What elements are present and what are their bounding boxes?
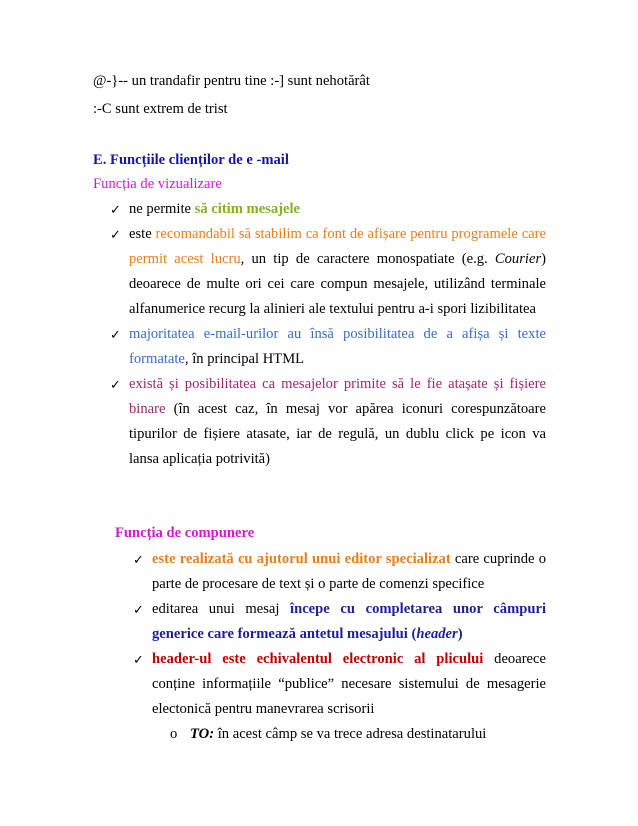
vizualizare-item-3-line-1: majoritatea e-mail-urilor au însă posibilitatea de a afișa și texte [129, 326, 546, 342]
check-icon: ✓ [133, 603, 144, 618]
vizualizare-item-4-line-2: binare (în acest caz, în mesaj vor apărea iconuri corespunzătoare [129, 401, 546, 417]
vizualizare-item-4-line-4: lansa aplicația potrivită) [129, 451, 271, 467]
vizualizare-item-2-line-4: alfanumerice recurg la alinieri ale textului pentru a-i spori lizibilitatea [129, 301, 536, 317]
compunere-heading: Funcția de compunere [115, 525, 255, 541]
compunere-item-3-line-1: header-ul este echivalentul electronic al plicului deoarece [152, 651, 546, 667]
vizualizare-subheading: Funcția de vizualizare [93, 176, 222, 192]
vizualizare-item-2-line-2: permit acest lucru, un tip de caractere monospatiate (e.g. Courier) [129, 251, 546, 267]
emoticon-line-rose: @-}-- un trandafir pentru tine :-] sunt nehotărât [93, 73, 370, 89]
section-e-heading: E. Funcțiile clienților de e -mail [93, 152, 289, 168]
compunere-item-1-line-2: parte de procesare de text și o parte de comenzi specifice [152, 576, 485, 592]
compunere-item-3-line-3: electonică pentru manevrarea scrisorii [152, 701, 375, 717]
check-icon: ✓ [133, 553, 144, 568]
check-icon: ✓ [110, 378, 121, 393]
vizualizare-item-1: ne permite să citim mesajele [129, 201, 301, 217]
compunere-sub-item-to: TO: în acest câmp se va trece adresa destinatarului [190, 726, 487, 742]
vizualizare-item-2-line-3: deoarece de multe ori cei care compun mesajele, utilizând terminale [129, 276, 546, 292]
compunere-item-2-line-2: generice care formează antetul mesajului (header) [152, 626, 463, 642]
compunere-item-3-line-2: conține informațiile “publice” necesare sistemului de mesagerie [152, 676, 546, 692]
vizualizare-item-3-line-2: formatate, în principal HTML [129, 351, 305, 367]
check-icon: ✓ [110, 203, 121, 218]
vizualizare-item-4-line-1: există și posibilitatea ca mesajelor primite să le fie atașate și fișiere [129, 376, 546, 392]
vizualizare-item-4-line-3: tipurilor de fișiere atasate, iar de regulă, un dublu click pe icon va [129, 426, 546, 442]
vizualizare-item-2-line-1: este recomandabil să stabilim ca font de afișare pentru programele care [129, 226, 546, 242]
check-icon: ✓ [110, 328, 121, 343]
check-icon: ✓ [133, 653, 144, 668]
circle-bullet-icon: o [170, 726, 178, 742]
compunere-item-1-line-1: este realizată cu ajutorul unui editor specializat care cuprinde o [152, 551, 546, 567]
compunere-item-2-line-1: editarea unui mesaj începe cu completarea unor câmpuri [152, 601, 546, 617]
check-icon: ✓ [110, 228, 121, 243]
emoticon-line-sad: :-C sunt extrem de trist [93, 101, 228, 117]
